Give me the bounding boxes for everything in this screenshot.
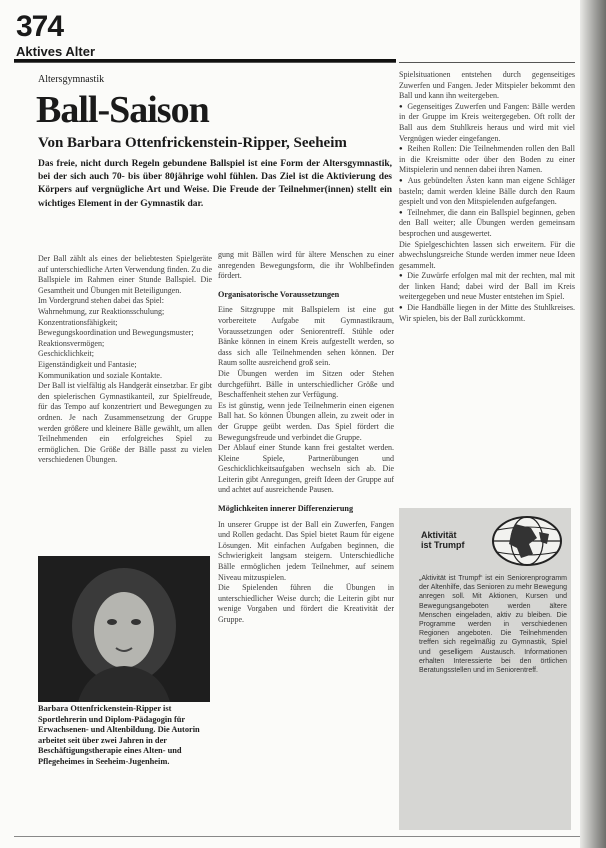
list-item: Geschicklichkeit;: [38, 349, 94, 359]
list-item: Kommunikation und soziale Kontakte.: [38, 370, 162, 380]
info-box-heading-line: Aktivität: [421, 530, 457, 540]
bullet-item: ● Reihen Rollen: Die Teilnehmenden rollen den Ball in die Kreismitte oder über den Boden zu einer Mitspielerin und nennen dabei ihren Namen.: [399, 144, 575, 176]
paragraph: gung mit Bällen wird für ältere Menschen zu einer anregenden Bewegungsform, die ihr Wohlbefinden fördert.: [218, 250, 394, 281]
page-number: 374: [16, 10, 64, 43]
paragraph: Die Übungen werden im Sitzen oder Stehen durchgeführt. Bälle in unterschiedlicher Größe und Beschaffenheit stehen zur Verfügung.: [218, 368, 394, 400]
list-item: Bewegungskoordination und Bewegungsmuster;: [38, 328, 194, 338]
footer-rule: [14, 836, 580, 837]
article-byline: Von Barbara Ottenfrickenstein-Ripper, Seeheim: [38, 135, 347, 151]
text-column-1: [38, 254, 212, 466]
paragraph: Die Spielenden führen die Übungen in unterschiedlicher Weise durch; die Leiterin gibt nur wenige Vorgaben und fördert die Kreativität der Gruppe.: [218, 583, 394, 624]
paragraph: In unserer Gruppe ist der Ball ein Zuwerfen, Fangen und Rollen gedacht. Das Spiel bietet Raum für eigene Lösungen. Mit einfachen Aufgaben beginnen, die Schwierigkeit langsam steigern. Unterschiedliche Bälle ermöglichen jedem Teilnehmer, auf seinem Niveau mitzuspielen.: [218, 519, 394, 582]
info-box: [399, 508, 571, 830]
paragraph: Spielsituationen entstehen durch gegenseitiges Zuwerfen und Fangen. Jeder Mitspieler bekommt den Ball und kann ihn weitergeben.: [399, 70, 575, 101]
portrait-image: [38, 556, 210, 702]
photo-caption: Barbara Ottenfrickenstein-Ripper ist Sportlehrerin und Diplom-Pädagogin für Erwachsenen- und Altenbildung. Die Autorin arbeitet seit über zwei Jahren in der Beschäftigungstherapie eines Alten- und Pflegeheimes in Seeheim-Jugenheim.: [38, 704, 200, 766]
bullet-item: ● Aus gebündelten Ästen kann man eigene Schläger basteln; damit werden kleine Bälle durch den Raum gespielt und von den Mitspielenden aufgefangen.: [399, 176, 575, 208]
scan-edge-shadow: [580, 0, 606, 848]
list-item: Wahrnehmung, zur Reaktionsschulung;: [38, 306, 165, 316]
bullet-item: ● Die Zuwürfe erfolgen mal mit der rechten, mal mit der linken Hand; dabei wird der Ball im Kreis weitergegeben und neue Muster entstehen im Spiel.: [399, 271, 575, 303]
paragraph: Eine Sitzgruppe mit Ballspielern ist eine gut vorbereitete Aufgabe mit Gymnastikraum, Voraussetzungen oder Seniorentreff. Stühle oder Bänke können in einem Kreis aufgestellt werden, so dass sich alle Teilnehmenden sehen können. Der Raum sollte ausreichend groß sein.: [218, 305, 394, 368]
text-column-2: [218, 250, 394, 626]
info-box-body: „Aktivität ist Trumpf“ ist ein Seniorenprogramm der Altenhilfe, das Senioren zu mehr Bewegung anregen soll. Mit Aktionen, Kursen und Bewegungsangeboten werden ältere Menschen eingeladen, aktiv zu bleiben. Die Programme werden in verschiedenen Regionen angeboten. Die Teilnehmenden treffen sich regelmäßig zu Gymnastik, Spiel und geselligem Austausch. Informationen erhalten Interessierte bei den örtlichen Beratungsstellen und im Seniorentreff.: [419, 575, 567, 675]
text-column-3: [399, 70, 575, 324]
globe-emblem-icon: [487, 514, 567, 568]
subheading: Möglichkeiten innerer Differenzierung: [218, 504, 354, 514]
section-title: Aktives Alter: [16, 44, 95, 59]
article-lead: Das freie, nicht durch Regeln gebundene Ballspiel ist eine Form der Altersgymnastik, bei der sich auch 70- bis über 80jährige wohl fühlen. Das Ziel ist die Aktivierung des Körpers auf vergnügliche Art und Weise. Die Freude der Teilnehmer(innen) stellt ein wichtiges Element in der Gymnastik dar.: [38, 159, 392, 209]
bullet-item: ● Teilnehmer, die dann ein Ballspiel beginnen, geben den Ball weiter; alle Übungen werden gemeinsam besprochen und ausgewertet.: [399, 208, 575, 240]
paragraph: Der Ball ist vielfältig als Handgerät einsetzbar. Er gibt den spielerischen Gymnastikanteil, zur Spielfreude, für das Tempo auf konzentriert und Bewegungen zu ordnen. Je nach Zusammensetzung der Gruppe werden größere und kleinere Bälle gewählt, um allen Teilnehmenden ein erfolgreiches Spiel zu ermöglichen. Die Größe der Bälle passt zu vielen verschiedenen Übungen.: [38, 381, 212, 465]
info-box-heading: [421, 530, 465, 550]
paragraph: Die Spielgeschichten lassen sich erweitern. Für die abwechslungsreiche Stunde werden immer neue Ideen gesammelt.: [399, 239, 575, 270]
paragraph: Es ist günstig, wenn jede Teilnehmerin einen eigenen Ball hat. So können Übungen allein, zu zweit oder in der Gruppe geübt werden. Das Spiel fördert die Bewegungsfreude und verbindet die Gruppe.: [218, 400, 394, 442]
list-item: Eigenständigkeit und Fantasie;: [38, 359, 137, 369]
bullet-item: ● Die Handbälle liegen in der Mitte des Stuhlkreises. Wir spielen, bis der Ball zurückkommt.: [399, 303, 575, 324]
subheading: Organisatorische Voraussetzungen: [218, 289, 340, 299]
list-item: Reaktionsvermögen;: [38, 338, 105, 348]
bullet-item: ● Gegenseitiges Zuwerfen und Fangen: Bälle werden in der Gruppe im Kreis weitergegeben. Oft rollt der Ball aus dem Stuhlkreis heraus und wird mit viel Vergnügen wieder eingefangen.: [399, 102, 575, 144]
list-item: Konzentrationsfähigkeit;: [38, 317, 118, 327]
paragraph: Der Ablauf einer Stunde kann frei gestaltet werden. Kleine Spiele, Partnerübungen und Geschicklichkeitsaufgaben wechseln sich ab. Die Leiterin gibt Anregungen, greift Ideen der Gruppe auf und achtet auf ausreichende Pausen.: [218, 443, 394, 495]
header-rule-thin: [14, 62, 396, 63]
author-photo: [38, 556, 210, 702]
info-box-heading-line: ist Trumpf: [421, 540, 465, 550]
paragraph: Im Vordergrund stehen dabei das Spiel:: [38, 296, 164, 306]
article-title: Ball-Saison: [36, 89, 209, 131]
paragraph: Der Ball zählt als eines der beliebtesten Spielgeräte auf unterschiedliche Arten Verwendung finden. Zu die Ballspiele im Rahmen einer Stunde Ballspiel. Die Gesamtheit und Übungen mit Beteiligungen.: [38, 254, 212, 295]
article-kicker: Altersgymnastik: [38, 74, 105, 85]
header-rule-right: [399, 62, 575, 63]
